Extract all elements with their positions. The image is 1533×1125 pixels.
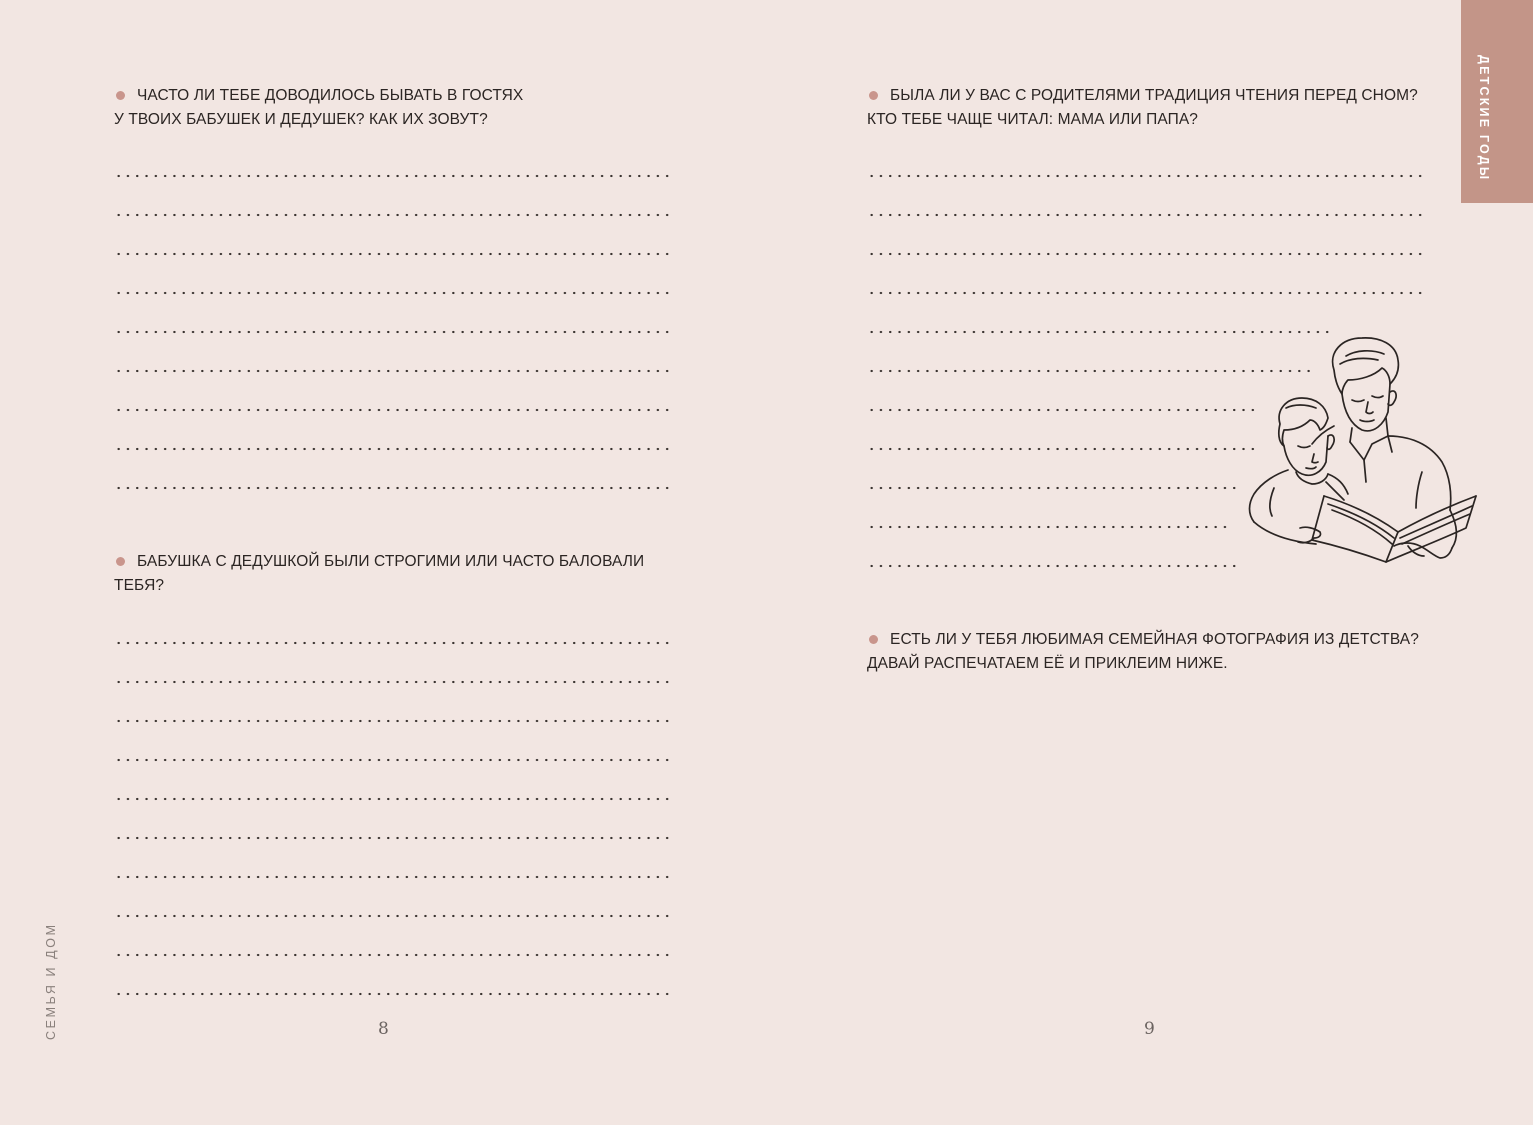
question-grandparents-strict [114,550,644,598]
question-text-line-1: ЕСТЬ ЛИ У ТЕБЯ ЛЮБИМАЯ СЕМЕЙНАЯ ФОТОГРАФИЯ ИЗ ДЕТСТВА? [890,631,1419,648]
dotted-answer-line[interactable] [114,290,672,296]
chapter-tab-label: ДЕТСКИЕ ГОДЫ [1477,55,1491,182]
photo-paste-area[interactable] [867,700,1425,1000]
question-text-line-2: КТО ТЕБЕ ЧАЩЕ ЧИТАЛ: МАМА ИЛИ ПАПА? [867,111,1198,128]
dotted-answer-line[interactable] [114,251,672,257]
dotted-answer-line[interactable] [867,563,1239,569]
dotted-answer-line[interactable] [114,407,672,413]
dotted-answer-line[interactable] [867,173,1425,179]
bullet-icon [869,635,878,644]
page-number-right: 9 [1144,1019,1155,1039]
question-text-line-1: БЫЛА ЛИ У ВАС С РОДИТЕЛЯМИ ТРАДИЦИЯ ЧТЕНИЯ ПЕРЕД СНОМ? [890,87,1418,104]
bullet-icon [116,91,125,100]
question-text-line-2: ТЕБЯ? [114,577,165,594]
dotted-answer-line[interactable] [114,446,672,452]
chapter-tab[interactable] [1461,0,1533,203]
question-family-photo [867,628,1419,676]
question-text-line-1: ЧАСТО ЛИ ТЕБЕ ДОВОДИЛОСЬ БЫВАТЬ В ГОСТЯХ [137,87,524,104]
dotted-answer-line[interactable] [867,407,1258,413]
dotted-answer-line[interactable] [867,446,1258,452]
dotted-answer-line[interactable] [867,524,1230,530]
section-side-label: СЕМЬЯ И ДОМ [44,922,58,1040]
dotted-answer-line[interactable] [114,991,672,997]
dotted-answer-line[interactable] [114,952,672,958]
question-grandparents-visits [114,84,523,132]
dotted-answer-line[interactable] [114,874,672,880]
dotted-answer-line[interactable] [114,640,672,646]
dotted-answer-line[interactable] [867,485,1239,491]
bullet-icon [116,557,125,566]
page-number-left: 8 [378,1019,389,1039]
dotted-answer-line[interactable] [114,718,672,724]
dotted-answer-line[interactable] [114,913,672,919]
dotted-answer-line[interactable] [114,212,672,218]
dotted-answer-line[interactable] [867,212,1425,218]
dotted-answer-line[interactable] [114,835,672,841]
dotted-answer-line[interactable] [114,485,672,491]
dotted-answer-line[interactable] [114,329,672,335]
question-text-line-2: У ТВОИХ БАБУШЕК И ДЕДУШЕК? КАК ИХ ЗОВУТ? [114,111,488,128]
dotted-answer-line[interactable] [114,757,672,763]
question-bedtime-reading [867,84,1418,132]
dotted-answer-line[interactable] [867,251,1425,257]
dotted-answer-line[interactable] [867,290,1425,296]
bullet-icon [869,91,878,100]
father-reading-book-illustration [1240,332,1485,564]
question-text-line-1: БАБУШКА С ДЕДУШКОЙ БЫЛИ СТРОГИМИ ИЛИ ЧАСТО БАЛОВАЛИ [137,553,645,570]
question-text-line-2: ДАВАЙ РАСПЕЧАТАЕМ ЕЁ И ПРИКЛЕИМ НИЖЕ. [867,655,1228,672]
dotted-answer-line[interactable] [114,368,672,374]
dotted-answer-line[interactable] [114,679,672,685]
dotted-answer-line[interactable] [114,173,672,179]
dotted-answer-line[interactable] [114,796,672,802]
